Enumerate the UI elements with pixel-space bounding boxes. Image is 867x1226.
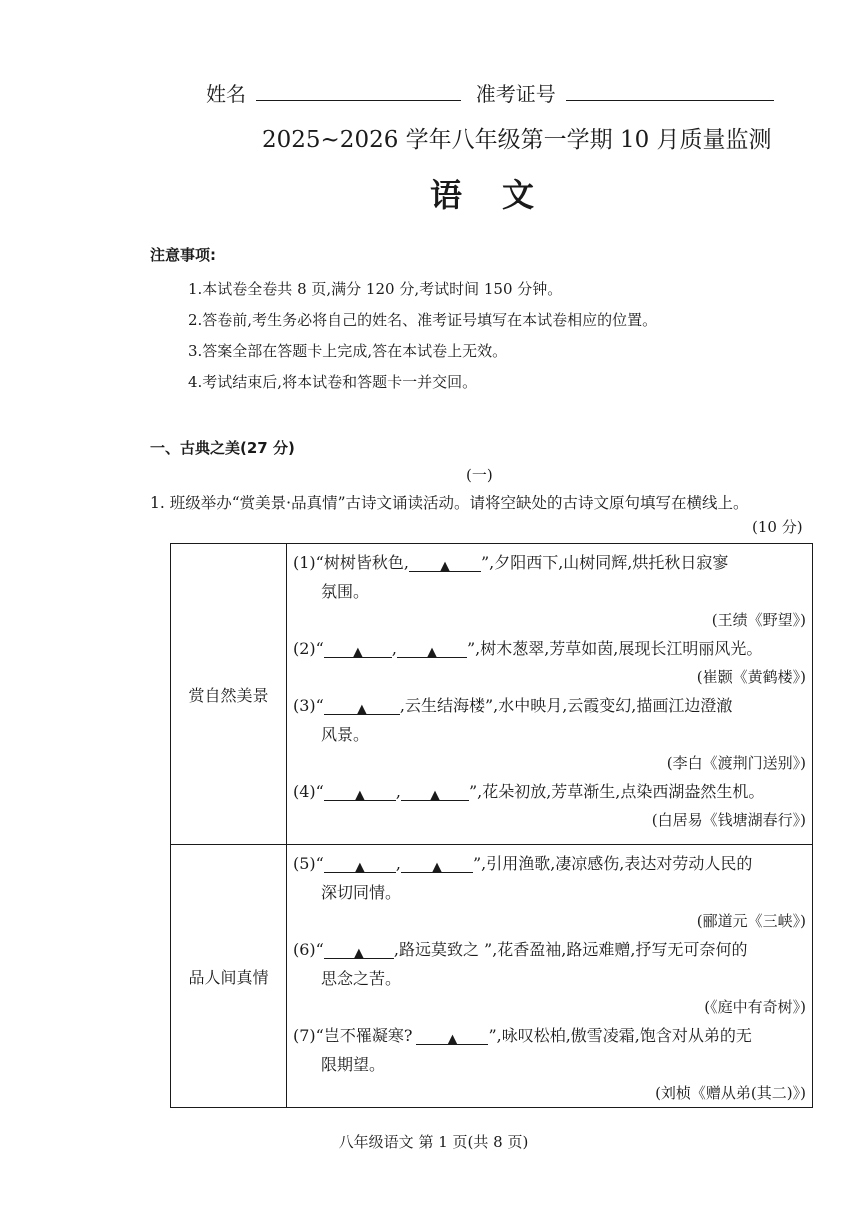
name-label: 姓名 bbox=[206, 82, 246, 106]
page-footer: 八年级语文 第 1 页(共 8 页) bbox=[338, 1133, 529, 1151]
source-citation: (李白《渡荆门送别》) bbox=[666, 754, 806, 772]
answer-blank[interactable] bbox=[397, 641, 467, 658]
table-cell: (1)“树树皆秋色, ▲ ”,夕阳西下,山树同辉,烘托秋日寂寥 氛围。 (王绩《野望》) (2)“ ▲ , ▲ ”,树木葱翠,芳草如茵,展现长江明丽风光。 (崔颢《黄鹤楼》) (3)“ ▲ ,云生结海楼”,水中映月,云霞变幻,描画江边澄澈 风景。 (李白《渡荆门送别》) (4)“ ▲ , ▲ ”,花朵初放,芳草渐生,点染西湖盎然生机。 (白居易《钱塘湖春行》) bbox=[287, 544, 813, 845]
notice-item: 3.答案全部在答题卡上完成,答在本试卷上无效。 bbox=[188, 342, 508, 360]
question-item: (4)“ ▲ , ▲ ”,花朵初放,芳草渐生,点染西湖盎然生机。 bbox=[293, 782, 765, 803]
triangle-marker-icon: ▲ bbox=[353, 946, 364, 961]
question-item: (7)“岂不罹凝寒? ▲ ”,咏叹松柏,傲雪凌霜,饱含对从弟的无 bbox=[293, 1026, 752, 1047]
name-field-row bbox=[206, 80, 774, 108]
triangle-marker-icon: ▲ bbox=[426, 645, 437, 660]
triangle-marker-icon: ▲ bbox=[356, 702, 367, 717]
question-1-prompt: 1. 班级举办“赏美景·品真情”古诗文诵读活动。请将空缺处的古诗文原句填写在横线上。 bbox=[150, 494, 749, 512]
triangle-marker-icon: ▲ bbox=[447, 1032, 458, 1047]
question-1-score: (10 分) bbox=[752, 518, 803, 536]
answer-blank[interactable] bbox=[324, 641, 392, 658]
question-item: (1)“树树皆秋色, ▲ ”,夕阳西下,山树同辉,烘托秋日寂寥 bbox=[293, 553, 729, 574]
table-row bbox=[171, 845, 813, 1108]
source-citation: (郦道元《三峡》) bbox=[696, 912, 806, 930]
notice-heading: 注意事项: bbox=[150, 246, 216, 264]
triangle-marker-icon: ▲ bbox=[431, 860, 442, 875]
category-natural-scenery: 赏自然美景 bbox=[171, 544, 287, 845]
question-item: (2)“ ▲ , ▲ ”,树木葱翠,芳草如茵,展现长江明丽风光。 bbox=[293, 639, 763, 660]
source-citation: (白居易《钱塘湖春行》) bbox=[651, 811, 806, 829]
notice-item: 4.考试结束后,将本试卷和答题卡一并交回。 bbox=[188, 373, 478, 391]
triangle-marker-icon: ▲ bbox=[352, 645, 363, 660]
triangle-marker-icon: ▲ bbox=[429, 788, 440, 803]
answer-blank[interactable] bbox=[409, 555, 481, 572]
poetry-fill-table bbox=[170, 543, 813, 1108]
answer-blank[interactable] bbox=[324, 856, 396, 873]
subject-title: 语 文 bbox=[430, 176, 539, 214]
answer-blank[interactable] bbox=[416, 1028, 488, 1045]
notice-list bbox=[188, 274, 657, 398]
subsection-label: (一) bbox=[466, 466, 493, 484]
notice-item: 2.答卷前,考生务必将自己的姓名、准考证号填写在本试卷相应的位置。 bbox=[188, 311, 658, 329]
answer-blank[interactable] bbox=[324, 942, 394, 959]
question-item: (3)“ ▲ ,云生结海楼”,水中映月,云霞变幻,描画江边澄澈 bbox=[293, 696, 733, 717]
source-citation: (王绩《野望》) bbox=[711, 611, 806, 629]
source-citation: (《庭中有奇树》) bbox=[704, 998, 806, 1016]
question-item: (5)“ ▲ , ▲ ”,引用渔歌,凄凉感伤,表达对劳动人民的 bbox=[293, 854, 753, 875]
section-heading: 一、古典之美(27 分) bbox=[150, 439, 295, 457]
exam-no-input-line[interactable] bbox=[566, 80, 774, 101]
table-cell: (5)“ ▲ , ▲ ”,引用渔歌,凄凉感伤,表达对劳动人民的 深切同情。 (郦道元《三峡》) (6)“ ▲ ,路远莫致之 ”,花香盈袖,路远难赠,抒写无可奈何的 思念之苦。 (《庭中有奇树》) (7)“岂不罹凝寒? ▲ ”,咏叹松柏,傲雪凌霜,饱含对从弟的无 限期望。 (刘桢《赠从弟(其二)》) bbox=[287, 845, 813, 1108]
answer-blank[interactable] bbox=[401, 784, 469, 801]
answer-blank[interactable] bbox=[324, 784, 396, 801]
question-item: (6)“ ▲ ,路远莫致之 ”,花香盈袖,路远难赠,抒写无可奈何的 bbox=[293, 940, 748, 961]
category-human-emotion: 品人间真情 bbox=[171, 845, 287, 1108]
triangle-marker-icon: ▲ bbox=[439, 559, 450, 574]
answer-blank[interactable] bbox=[324, 698, 400, 715]
answer-blank[interactable] bbox=[401, 856, 473, 873]
table-row bbox=[171, 544, 813, 845]
source-citation: (崔颢《黄鹤楼》) bbox=[696, 668, 806, 686]
exam-no-label: 准考证号 bbox=[475, 82, 556, 106]
notice-item: 1.本试卷全卷共 8 页,满分 120 分,考试时间 150 分钟。 bbox=[188, 280, 563, 298]
source-citation: (刘桢《赠从弟(其二)》) bbox=[655, 1084, 806, 1102]
triangle-marker-icon: ▲ bbox=[354, 788, 365, 803]
triangle-marker-icon: ▲ bbox=[354, 860, 365, 875]
exam-title: 2025~2026 学年八年级第一学期 10 月质量监测 bbox=[262, 127, 772, 153]
name-input-line[interactable] bbox=[256, 80, 461, 101]
